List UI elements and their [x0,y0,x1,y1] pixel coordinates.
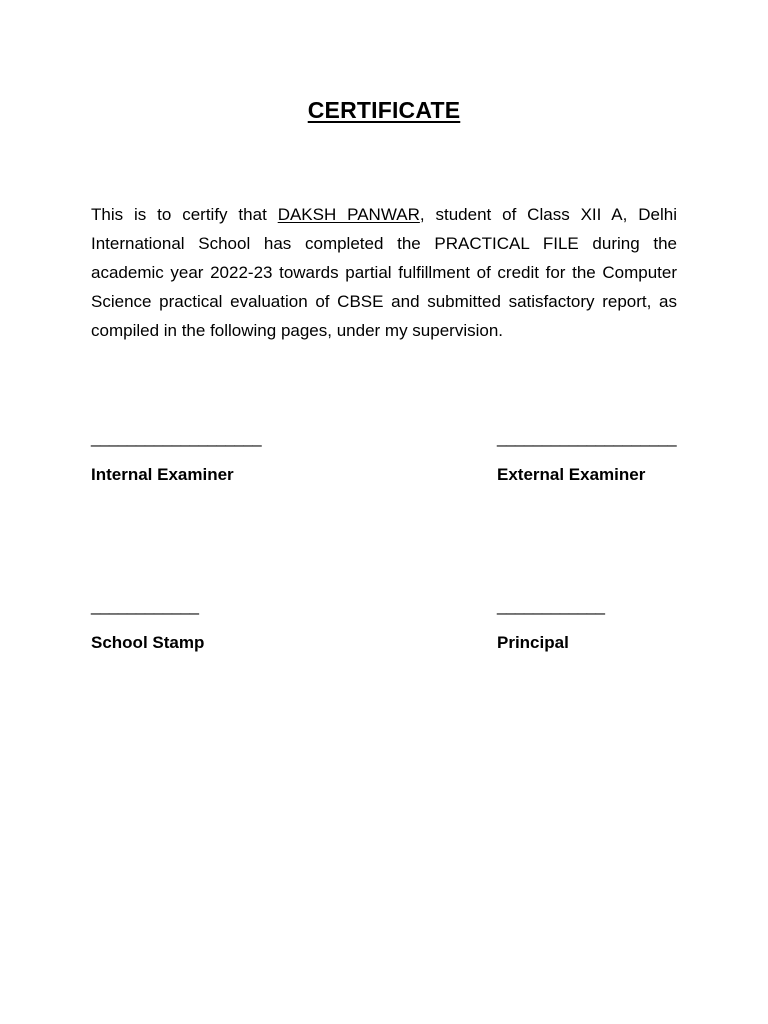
school-stamp-label: School Stamp [91,633,205,652]
external-examiner-label: External Examiner [497,465,646,484]
body-text-intro: This is to certify that [91,205,278,224]
principal-label: Principal [497,633,569,652]
school-stamp-line: ____________ [91,596,199,615]
certificate-body [91,200,677,345]
certificate-title: CERTIFICATE [307,97,461,123]
internal-examiner-label: Internal Examiner [91,465,234,484]
internal-examiner-signature-line: ___________________ [91,428,262,447]
student-name: DAKSH PANWAR [277,205,420,224]
external-examiner-signature-line: ____________________ [497,428,677,447]
body-text-main: , student of Class XII A, Delhi International School has completed the PRACTICAL FILE during the academic year 2022-23 towards partial fulfillment of credit for the Computer Science practical evaluation of CBSE and submitted satisfactory report, as compiled in the following pages, under my supervision. [91,205,677,340]
principal-signature-line: ____________ [497,596,605,615]
